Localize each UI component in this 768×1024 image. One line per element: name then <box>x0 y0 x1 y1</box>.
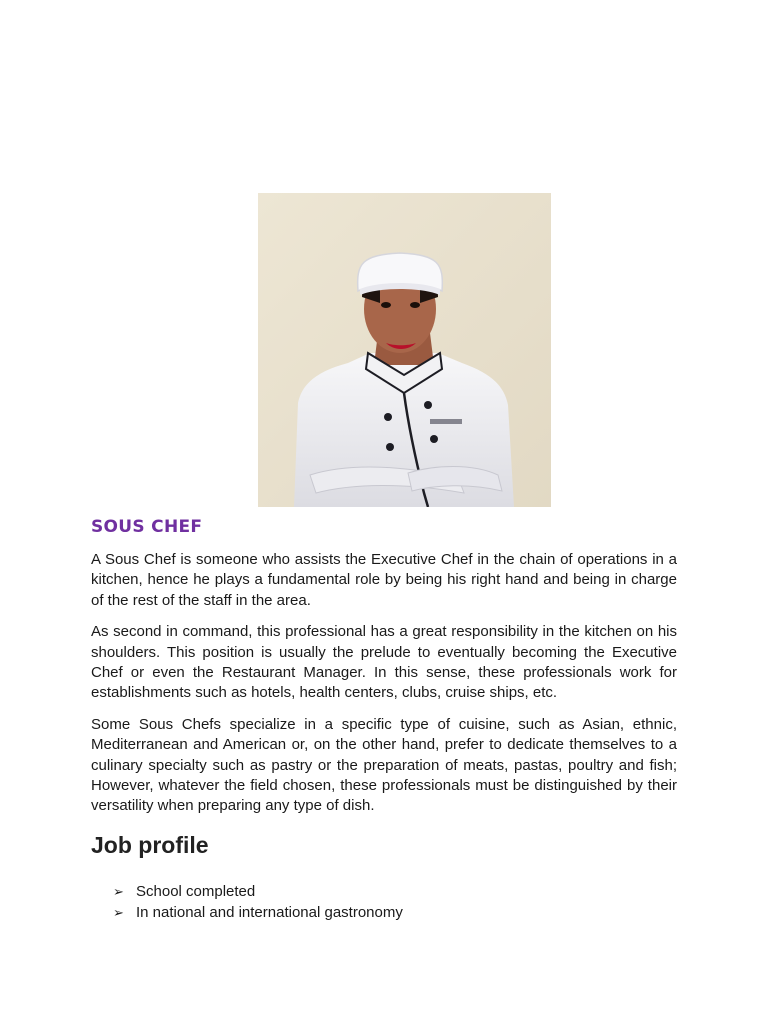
jacket-button <box>384 413 392 421</box>
jacket-embroidery <box>430 419 462 424</box>
list-item-text: In national and international gastronomy <box>136 903 403 921</box>
arrowhead-bullet-icon: ➢ <box>113 904 124 920</box>
list-item <box>113 902 677 923</box>
section-title: SOUS CHEF <box>91 517 203 537</box>
jacket-button <box>424 401 432 409</box>
list-item <box>113 881 677 902</box>
chef-portrait-photo <box>258 193 551 507</box>
job-profile-heading: Job profile <box>91 831 209 858</box>
arrowhead-bullet-icon: ➢ <box>113 883 124 899</box>
jacket-button <box>430 435 438 443</box>
chef-eye <box>381 302 391 308</box>
paragraph-responsibility: As second in command, this professional has a great responsibility in the kitchen on his shoulders. This position is usually the prelude to eventually becoming the Executive Chef or even the Restaurant Manager. In this sense, these professionals work for establishments such as hotels, health centers, clubs, cruise ships, etc. <box>91 623 677 702</box>
job-profile-list <box>91 881 677 923</box>
paragraph-intro: A Sous Chef is someone who assists the Executive Chef in the chain of operations in a kitchen, hence he plays a fundamental role by being his right hand and being in charge of the rest of the staff in the area. <box>91 551 677 609</box>
list-item-text: School completed <box>136 882 256 900</box>
document-body <box>91 514 677 923</box>
paragraph-specialization: Some Sous Chefs specialize in a specific type of cuisine, such as Asian, ethnic, Mediterranean and American or, on the other hand, prefer to dedicate themselves to a culinary specialty such as pastry or the preparation of meats, pastas, poultry and fish; However, whatever the field chosen, these professionals must be distinguished by their versatility when preparing any type of dish. <box>91 715 677 815</box>
jacket-button <box>386 443 394 451</box>
chef-eye <box>410 302 420 308</box>
